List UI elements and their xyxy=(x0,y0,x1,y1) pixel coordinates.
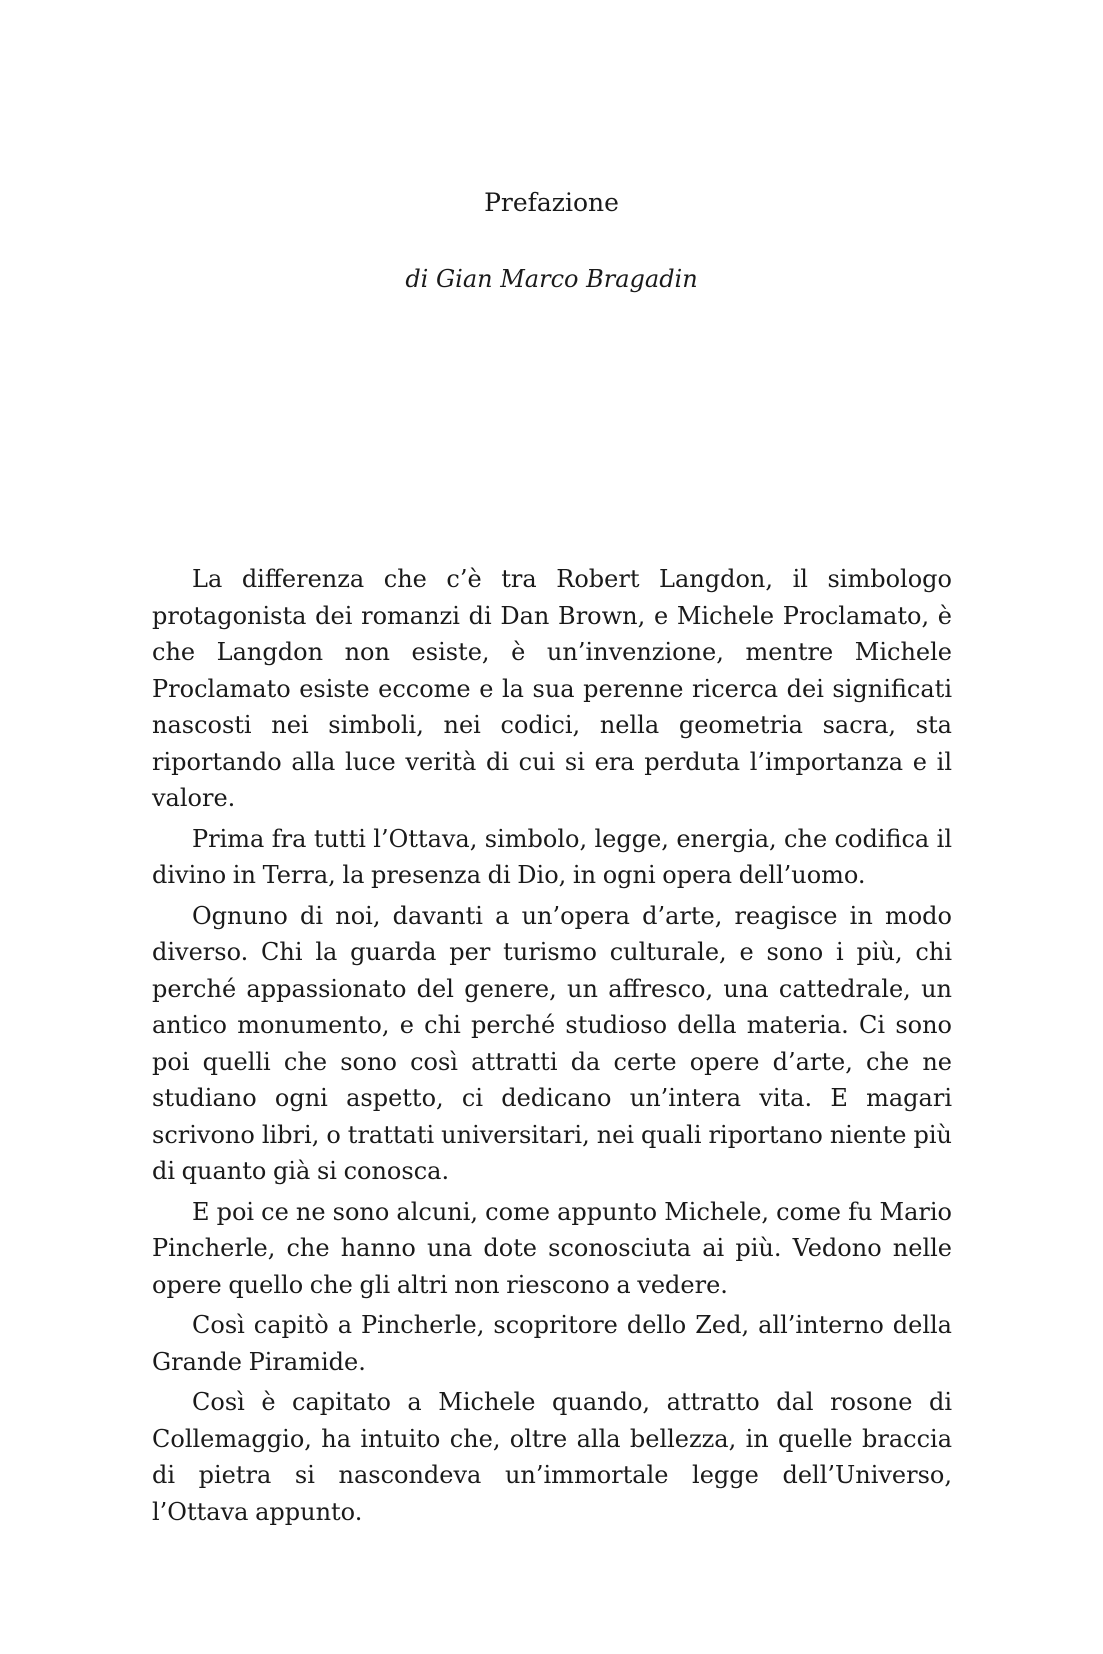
paragraph-2: Prima fra tutti l’Ottava, simbolo, legge, energia, che codifica il divino in Terra, la presenza di Dio, in ogni opera dell’uomo. xyxy=(152,824,952,889)
chapter-title: Prefazione xyxy=(484,188,619,217)
paragraph-5: Così capitò a Pincherle, scopritore dello Zed, all’interno della Grande Piramide. xyxy=(152,1311,952,1376)
author-line: di Gian Marco Bragadin xyxy=(405,265,698,293)
paragraph-1: La differenza che c’è tra Robert Langdon, il simbologo protagonista dei romanzi di Dan Brown, e Michele Proclamato, è che Langdon non esiste, è un’invenzione, mentre Michele Proclamato esiste eccome e la sua perenne ricerca dei significati nascosti nei simboli, nei codici, nella geometria sacra, sta riportando alla luce verità di cui si era perduta l’importanza e il valore. xyxy=(152,565,952,812)
paragraph-3: Ognuno di noi, davanti a un’opera d’arte, reagisce in modo diverso. Chi la guarda per turismo culturale, e sono i più, chi perché appassionato del genere, un affresco, una cattedrale, un antico monumento, e chi perché studioso della materia. Ci sono poi quelli che sono così attratti da certe opere d’arte, che ne studiano ogni aspetto, ci dedicano un’intera vita. E magari scrivono libri, o trattati universitari, nei quali riportano niente più di quanto già si conosca. xyxy=(152,901,952,1185)
body-text xyxy=(152,561,952,1534)
paragraph-4: E poi ce ne sono alcuni, come appunto Michele, come fu Mario Pincherle, che hanno una dote sconosciuta ai più. Vedono nelle opere quello che gli altri non riescono a vedere. xyxy=(152,1197,952,1299)
paragraph-6: Così è capitato a Michele quando, attratto dal rosone di Collemaggio, ha intuito che, oltre alla bellezza, in quelle braccia di pietra si nascondeva un’immortale legge dell’Universo, l’Ottava appunto. xyxy=(152,1388,952,1526)
